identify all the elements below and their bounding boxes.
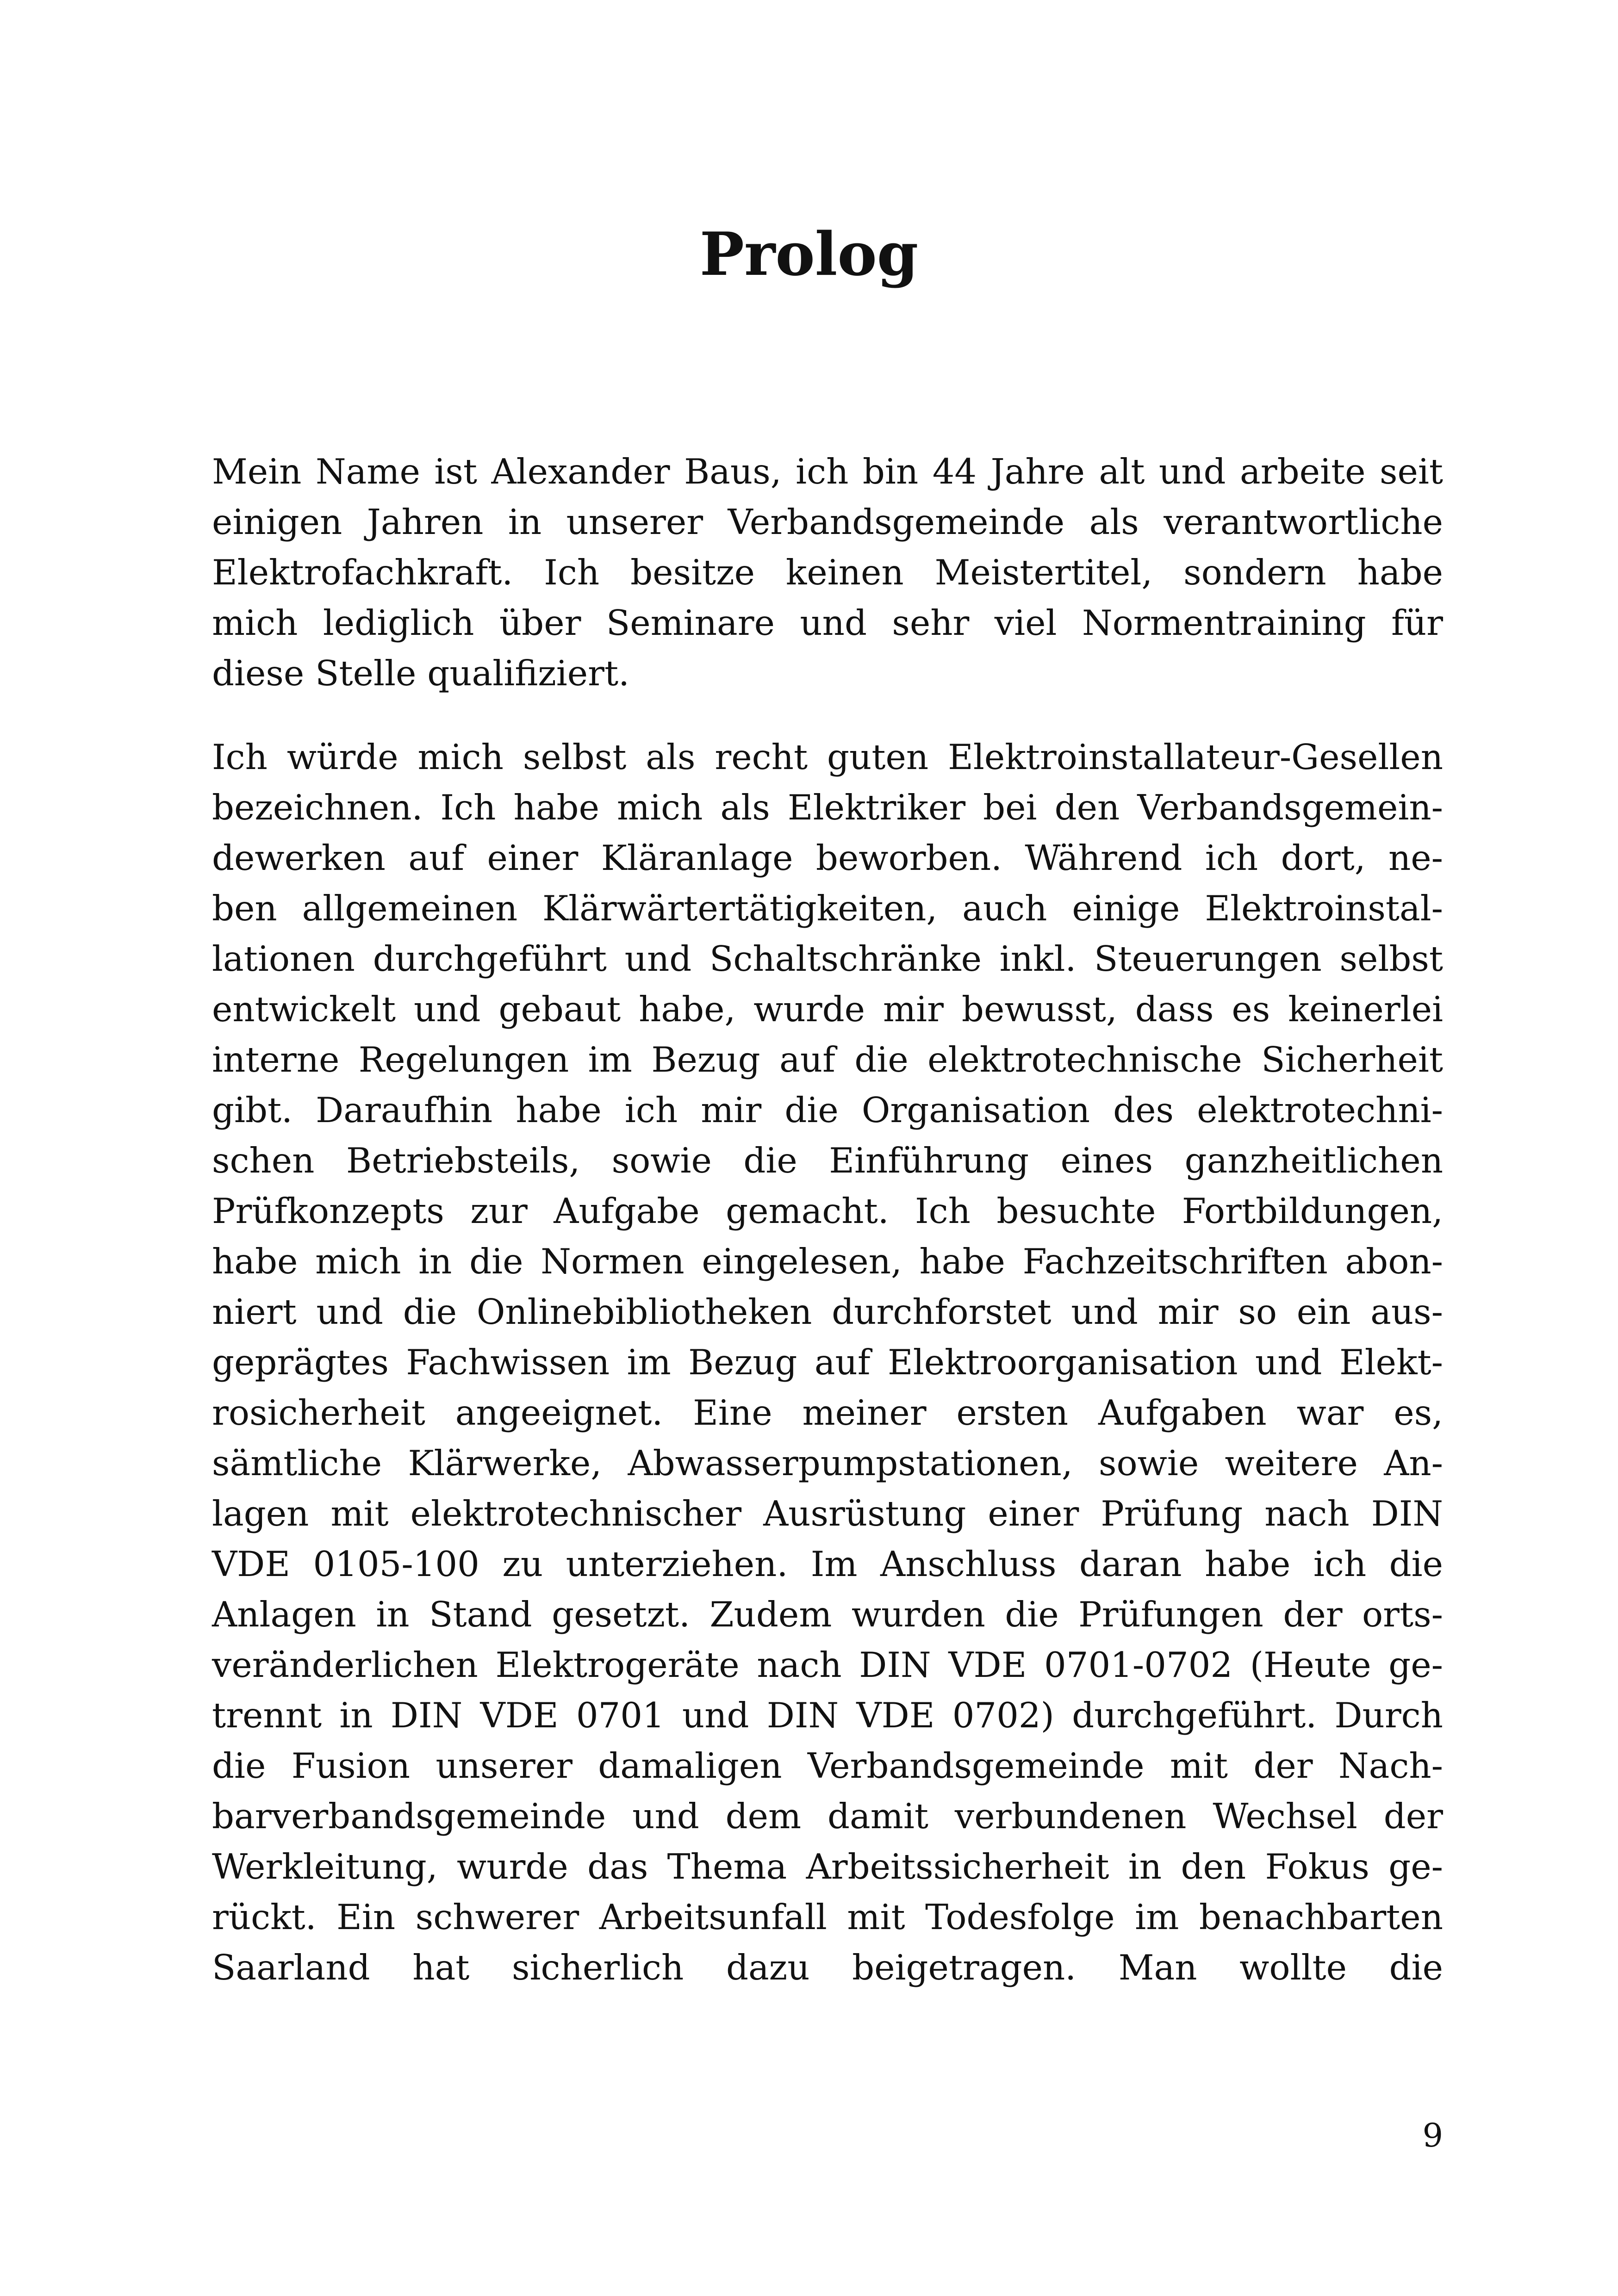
text-line: lagen mit elektrotechnischer Ausrüstung einer Prüfung nach DIN bbox=[212, 1493, 1443, 1534]
chapter-title: Prolog bbox=[699, 220, 919, 289]
text-line: lationen durchgeführt und Schaltschränke inkl. Steuerungen selbst bbox=[212, 938, 1443, 979]
text-line: gibt. Daraufhin habe ich mir die Organisation des elektrotechni- bbox=[212, 1090, 1443, 1130]
text-line: dewerken auf einer Kläranlage beworben. Während ich dort, ne- bbox=[212, 838, 1443, 878]
text-line: geprägtes Fachwissen im Bezug auf Elektroorganisation und Elekt- bbox=[212, 1342, 1443, 1383]
text-line: sämtliche Klärwerke, Abwasserpumpstationen, sowie weitere An- bbox=[212, 1443, 1443, 1483]
text-line: rückt. Ein schwerer Arbeitsunfall mit Todesfolge im benachbarten bbox=[212, 1897, 1443, 1937]
text-line: entwickelt und gebaut habe, wurde mir bewusst, dass es keinerlei bbox=[212, 989, 1443, 1030]
paragraph-1 bbox=[212, 447, 1443, 699]
text-line: rosicherheit angeeignet. Eine meiner ersten Aufgaben war es, bbox=[212, 1392, 1443, 1433]
text-line: Ich würde mich selbst als recht guten Elektroinstallateur-Gesellen bbox=[212, 737, 1443, 777]
text-line: Saarland hat sicherlich dazu beigetragen. Man wollte die bbox=[212, 1947, 1443, 1988]
text-line: trennt in DIN VDE 0701 und DIN VDE 0702) durchgeführt. Durch bbox=[212, 1695, 1443, 1736]
text-line: bezeichnen. Ich habe mich als Elektriker bei den Verbandsgemein- bbox=[212, 787, 1443, 828]
text-line: VDE 0105-100 zu unterziehen. Im Anschluss daran habe ich die bbox=[212, 1544, 1443, 1584]
text-line: niert und die Onlinebibliotheken durchforstet und mir so ein aus- bbox=[212, 1291, 1443, 1332]
text-line: interne Regelungen im Bezug auf die elektrotechnische Sicherheit bbox=[212, 1039, 1443, 1080]
paragraph-2 bbox=[212, 732, 1443, 1993]
text-line: Mein Name ist Alexander Baus, ich bin 44 Jahre alt und arbeite seit bbox=[212, 451, 1443, 492]
text-line: ben allgemeinen Klärwärtertätigkeiten, auch einige Elektroinstal- bbox=[212, 888, 1443, 929]
text-line: Elektrofachkraft. Ich besitze keinen Meistertitel, sondern habe bbox=[212, 552, 1443, 593]
text-line: schen Betriebsteils, sowie die Einführung eines ganzheitlichen bbox=[212, 1140, 1443, 1181]
text-line: einigen Jahren in unserer Verbandsgemeinde als verantwortliche bbox=[212, 502, 1443, 542]
text-line: veränderlichen Elektrogeräte nach DIN VDE 0701-0702 (Heute ge- bbox=[212, 1644, 1443, 1685]
text-line: Werkleitung, wurde das Thema Arbeitssicherheit in den Fokus ge- bbox=[212, 1846, 1443, 1887]
text-line: mich lediglich über Seminare und sehr viel Normentraining für bbox=[212, 602, 1443, 643]
text-line: diese Stelle qualifiziert. bbox=[212, 653, 629, 694]
page-number: 9 bbox=[1422, 2116, 1443, 2154]
text-line: habe mich in die Normen eingelesen, habe Fachzeitschriften abon- bbox=[212, 1241, 1443, 1282]
text-line: barverbandsgemeinde und dem damit verbundenen Wechsel der bbox=[212, 1796, 1443, 1837]
body-text bbox=[212, 447, 1443, 2026]
text-line: die Fusion unserer damaligen Verbandsgemeinde mit der Nach- bbox=[212, 1745, 1443, 1786]
text-line: Anlagen in Stand gesetzt. Zudem wurden die Prüfungen der orts- bbox=[212, 1594, 1443, 1635]
text-line: Prüfkonzepts zur Aufgabe gemacht. Ich besuchte Fortbildungen, bbox=[212, 1191, 1443, 1231]
